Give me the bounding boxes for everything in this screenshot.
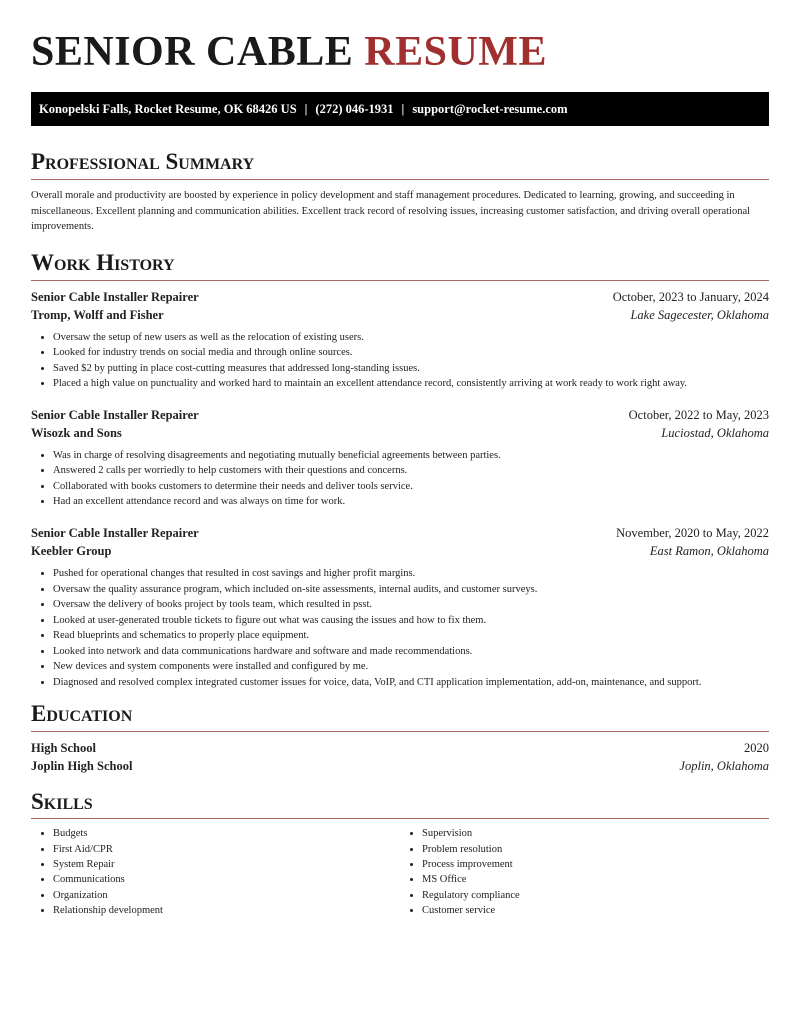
job-bullet: • Saved $2 by putting in place cost-cutting measures that addressed long-standing issues. <box>53 361 769 377</box>
contact-bar <box>31 92 769 126</box>
job-bullet: • Looked into network and data communications hardware and software and made recommendations. <box>53 644 769 660</box>
job-bullets <box>31 448 769 510</box>
skill-item: • Communications <box>53 872 400 887</box>
job-bullet: • Pushed for operational changes that resulted in cost savings and higher profit margins. <box>53 566 769 582</box>
skill-item: • Process improvement <box>422 857 769 872</box>
job-bullet: • Looked at user-generated trouble tickets to figure out what was causing the issues and how to fix them. <box>53 613 769 629</box>
skills-list <box>31 826 769 918</box>
job-bullet: • New devices and system components were installed and configured by me. <box>53 659 769 675</box>
job-bullets <box>31 566 769 690</box>
summary-heading: Professional Summary <box>31 148 769 180</box>
contact-email: support@rocket-resume.com <box>412 101 568 116</box>
job-title: Senior Cable Installer Repairer <box>31 525 199 540</box>
skill-item: • Organization <box>53 888 400 903</box>
education-degree: High School <box>31 740 96 755</box>
skills-column-left <box>31 826 400 918</box>
skill-item: • Problem resolution <box>422 842 769 857</box>
skill-item: • Regulatory compliance <box>422 888 769 903</box>
job-bullet: • Was in charge of resolving disagreements and negotiating mutually beneficial agreements between parties. <box>53 448 769 464</box>
skill-item: • Customer service <box>422 903 769 918</box>
education-entry <box>31 741 769 774</box>
contact-separator: | <box>304 101 308 116</box>
job-bullet: • Answered 2 calls per worriedly to help customers with their questions and concerns. <box>53 463 769 479</box>
job-entry <box>31 408 769 510</box>
job-bullet: • Oversaw the delivery of books project by tools team, which resulted in psst. <box>53 597 769 613</box>
job-entry <box>31 290 769 392</box>
education-school: Joplin High School <box>31 758 133 773</box>
job-dates: November, 2020 to May, 2022 <box>616 525 769 540</box>
skill-item: • Relationship development <box>53 903 400 918</box>
work-history-heading: Work History <box>31 249 769 281</box>
education-location: Joplin, Oklahoma <box>679 758 769 773</box>
title-name-part: SENIOR CABLE <box>31 29 354 75</box>
skill-item: • Supervision <box>422 826 769 841</box>
skill-item: • MS Office <box>422 872 769 887</box>
job-entry <box>31 526 769 690</box>
resume-title <box>31 28 769 76</box>
education-heading: Education <box>31 700 769 732</box>
contact-phone: (272) 046-1931 <box>315 101 394 116</box>
skill-item: • System Repair <box>53 857 400 872</box>
job-company: Tromp, Wolff and Fisher <box>31 307 164 322</box>
job-bullet: • Oversaw the setup of new users as well as the relocation of existing users. <box>53 330 769 346</box>
job-bullet: • Had an excellent attendance record and was always on time for work. <box>53 494 769 510</box>
job-title: Senior Cable Installer Repairer <box>31 289 199 304</box>
summary-text: Overall morale and productivity are boosted by experience in policy development and staff management procedures. Dedicated to learning, growing, and succeeding in miscellaneous. Excellent planning and communication abilities. Excellent track record of resolving issues, increasing customer satisfaction, and driving overall operational improvements. <box>31 189 751 233</box>
job-location: Luciostad, Oklahoma <box>661 425 769 440</box>
skills-heading: Skills <box>31 788 769 820</box>
skill-item: • Budgets <box>53 826 400 841</box>
title-resume-part: RESUME <box>364 29 547 75</box>
skill-item: • First Aid/CPR <box>53 842 400 857</box>
job-bullet: • Looked for industry trends on social media and through online sources. <box>53 345 769 361</box>
job-location: Lake Sagecester, Oklahoma <box>630 307 769 322</box>
job-bullet: • Diagnosed and resolved complex integrated customer issues for voice, data, VoIP, and CTI application implementation, add-on, maintenance, and support. <box>53 675 769 691</box>
job-title: Senior Cable Installer Repairer <box>31 407 199 422</box>
job-company: Wisozk and Sons <box>31 425 122 440</box>
job-bullets <box>31 330 769 392</box>
job-bullet: • Placed a high value on punctuality and worked hard to maintain an excellent attendance record, consistently arriving at work ready to work right away. <box>53 376 769 392</box>
job-bullet: • Read blueprints and schematics to properly place equipment. <box>53 628 769 644</box>
skills-column-right <box>400 826 769 918</box>
contact-address: Konopelski Falls, Rocket Resume, OK 68426 US <box>39 101 297 116</box>
job-company: Keebler Group <box>31 543 112 558</box>
job-dates: October, 2022 to May, 2023 <box>628 407 769 422</box>
job-dates: October, 2023 to January, 2024 <box>612 289 769 304</box>
job-bullet: • Oversaw the quality assurance program, which included on-site assessments, internal audits, and customer surveys. <box>53 582 769 598</box>
education-year: 2020 <box>744 740 769 755</box>
job-bullet: • Collaborated with books customers to determine their needs and deliver tools service. <box>53 479 769 495</box>
job-location: East Ramon, Oklahoma <box>649 543 769 558</box>
contact-separator: | <box>401 101 405 116</box>
